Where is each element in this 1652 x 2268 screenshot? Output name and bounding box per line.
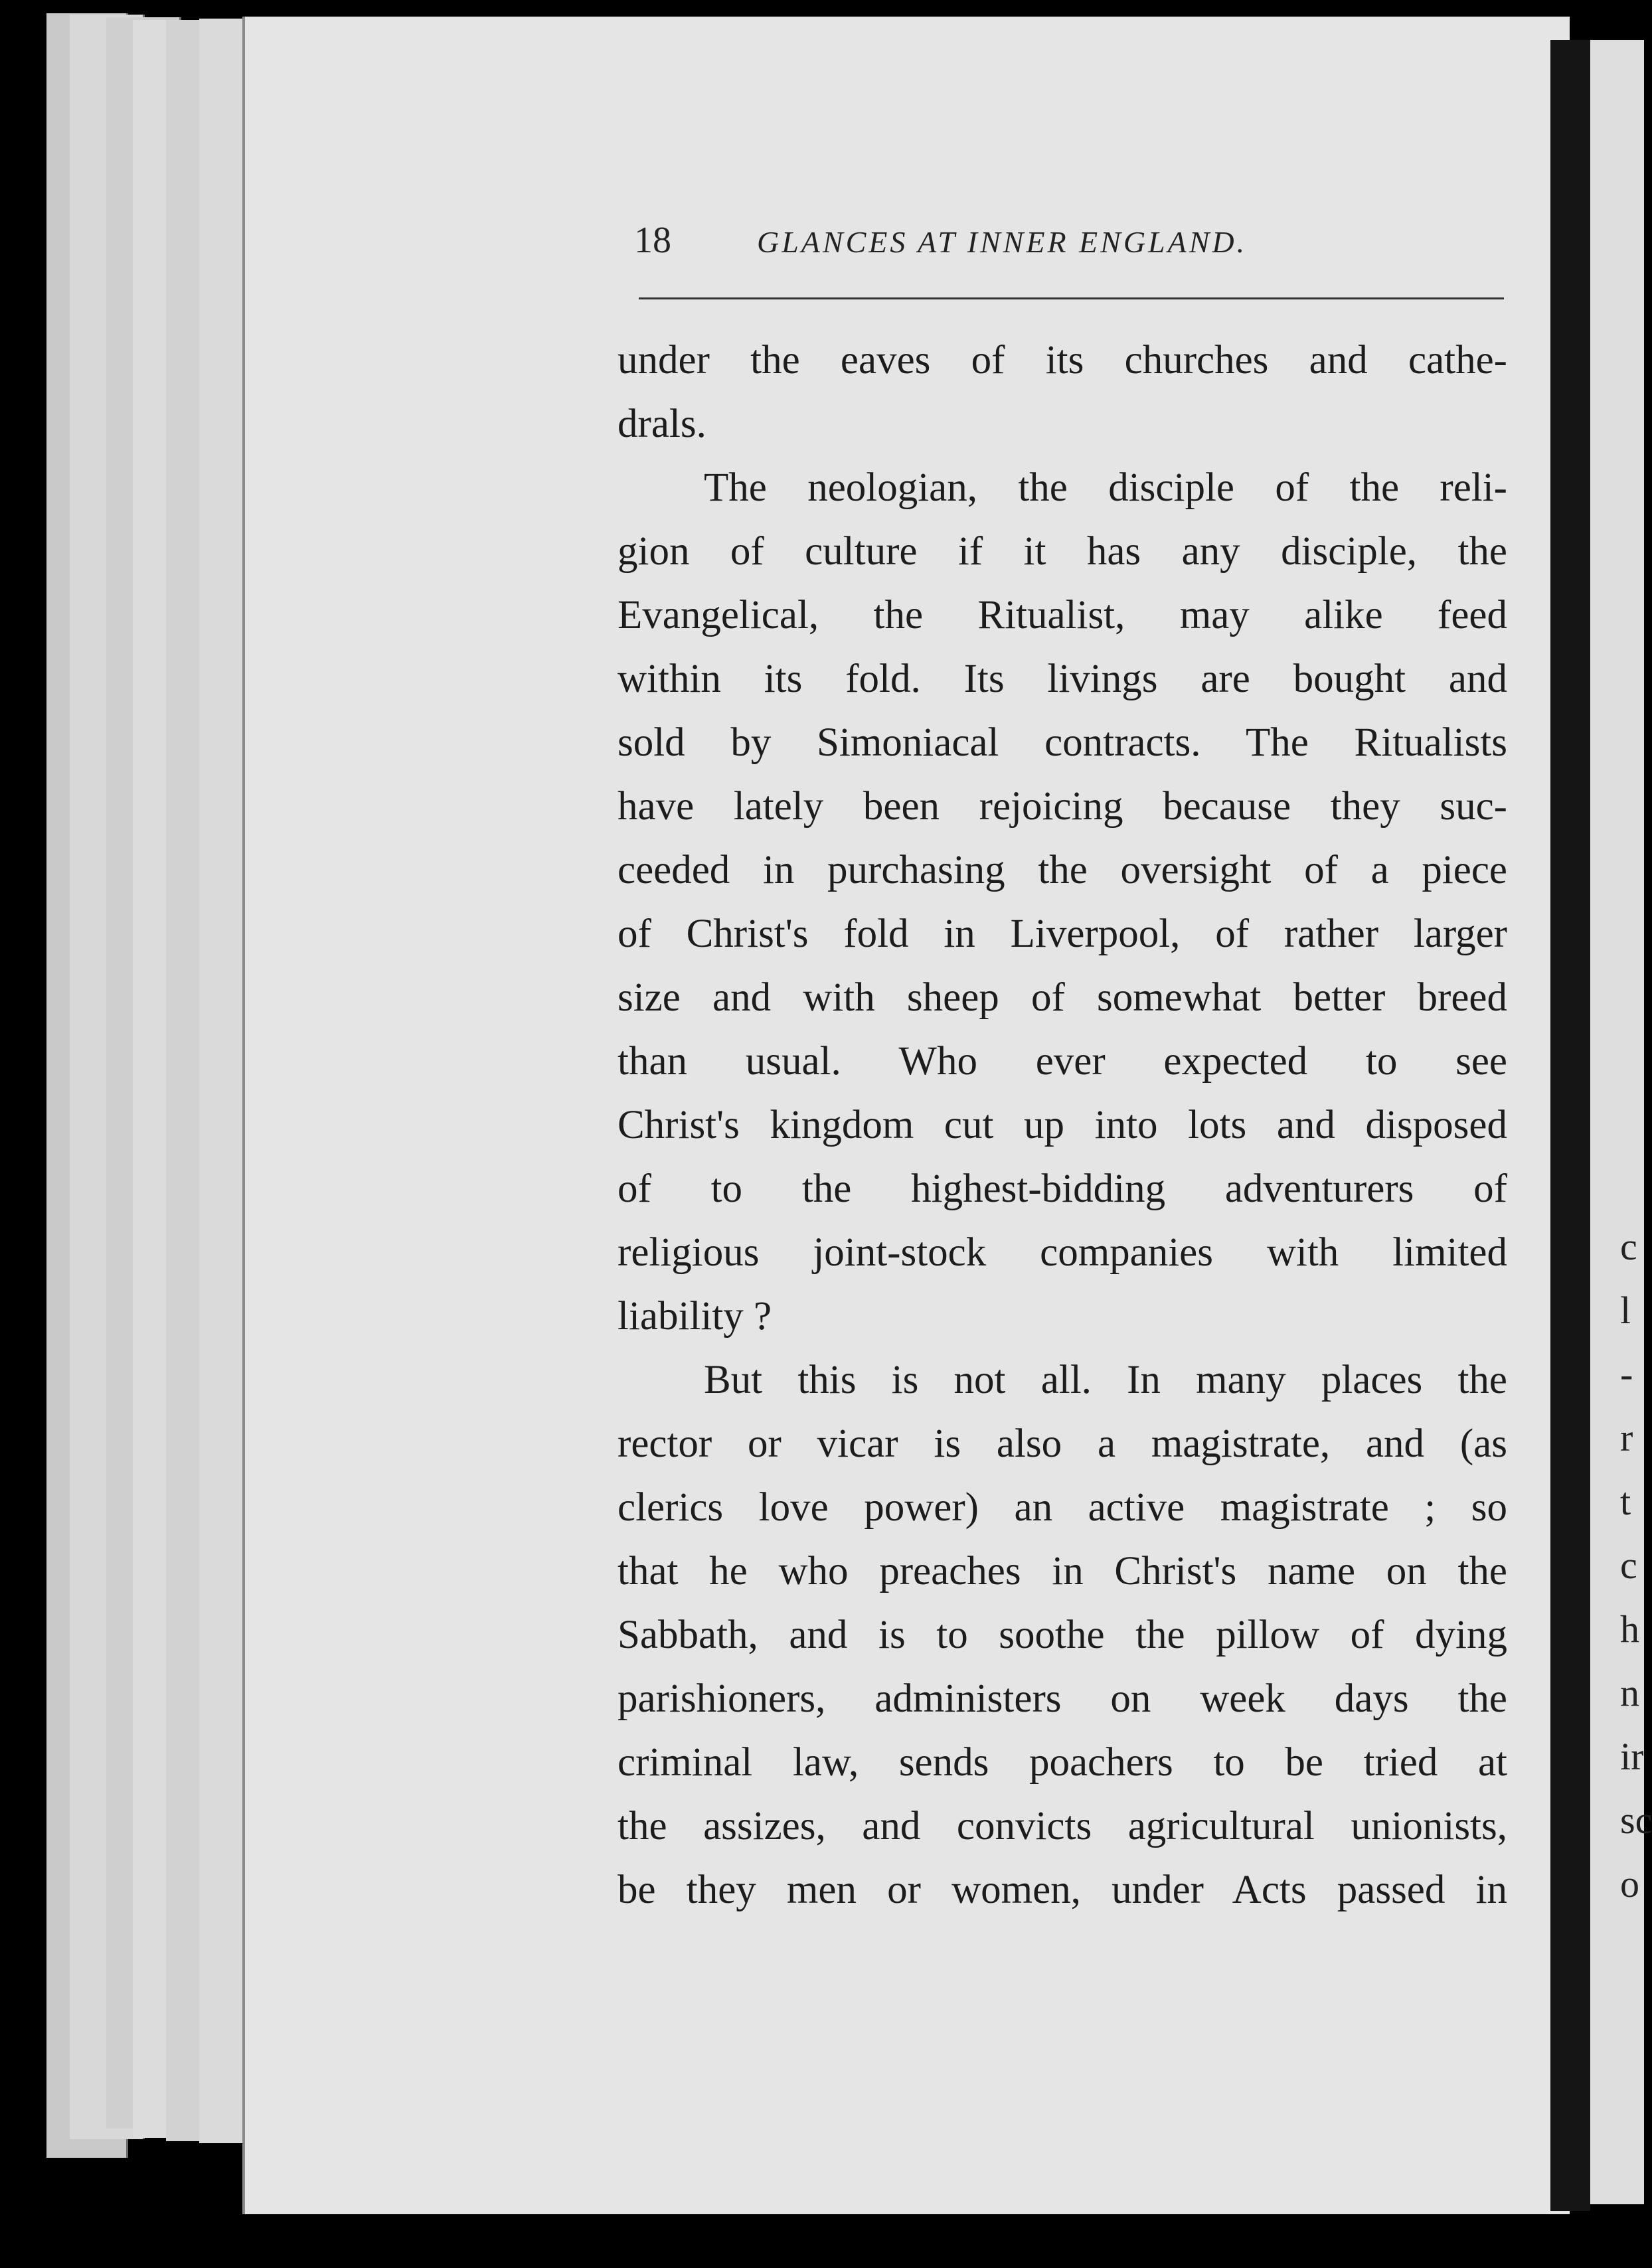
fragment-letter: sc xyxy=(1620,1799,1652,1842)
text-line: sold by Simoniacal contracts. The Ritualists xyxy=(618,720,1507,765)
text-line: religious joint-stock companies with limited xyxy=(618,1230,1507,1275)
page-number: 18 xyxy=(634,220,671,261)
fragment-letter: l xyxy=(1620,1289,1631,1332)
text-line: than usual. Who ever expected to see xyxy=(618,1039,1507,1084)
fragment-letter: h xyxy=(1620,1607,1639,1651)
text-line: criminal law, sends poachers to be tried at xyxy=(618,1740,1507,1785)
running-title: GLANCES AT INNER ENGLAND. xyxy=(757,225,1248,259)
text-line: drals. xyxy=(618,402,706,446)
text-line: ceeded in purchasing the oversight of a piece xyxy=(618,848,1507,892)
head-rule xyxy=(639,297,1504,299)
fragment-letter: ir xyxy=(1620,1735,1644,1778)
text-line: have lately been rejoicing because they suc- xyxy=(618,784,1507,829)
text-line: the assizes, and convicts agricultural unionists, xyxy=(618,1804,1507,1848)
text-line: size and with sheep of somewhat better breed xyxy=(618,975,1507,1020)
text-line: of to the highest-bidding adventurers of xyxy=(618,1167,1507,1211)
body-text xyxy=(618,329,1507,1922)
fragment-letter: c xyxy=(1620,1544,1637,1587)
fragment-letter: r xyxy=(1620,1416,1633,1459)
fragment-letter: o xyxy=(1620,1862,1639,1905)
text-line: liability ? xyxy=(618,1294,772,1338)
text-line: The neologian, the disciple of the reli- xyxy=(704,465,1507,510)
facing-page-fragments xyxy=(1620,1215,1652,1916)
text-line: parishioners, administers on week days the xyxy=(618,1676,1507,1721)
running-head xyxy=(634,219,1504,259)
text-line: Christ's kingdom cut up into lots and disposed xyxy=(618,1103,1507,1147)
text-line: clerics love power) an active magistrate ; so xyxy=(618,1485,1507,1530)
text-line: But this is not all. In many places the xyxy=(704,1358,1507,1402)
fragment-letter: c xyxy=(1620,1225,1637,1268)
text-line: of Christ's fold in Liverpool, of rather larger xyxy=(618,912,1507,956)
fragment-letter: t xyxy=(1620,1480,1631,1523)
text-line: Sabbath, and is to soothe the pillow of dying xyxy=(618,1613,1507,1657)
fragment-letter: - xyxy=(1620,1352,1633,1396)
fragment-letter: n xyxy=(1620,1671,1639,1714)
text-line: under the eaves of its churches and cathe- xyxy=(618,338,1507,382)
text-line: that he who preaches in Christ's name on the xyxy=(618,1549,1507,1593)
book-gutter xyxy=(1550,40,1590,2211)
text-line: Evangelical, the Ritualist, may alike feed xyxy=(618,593,1507,637)
text-line: gion of culture if it has any disciple, the xyxy=(618,529,1507,574)
text-line: rector or vicar is also a magistrate, and (as xyxy=(618,1421,1507,1466)
text-line: within its fold. Its livings are bought and xyxy=(618,657,1507,701)
text-line: be they men or women, under Acts passed in xyxy=(618,1868,1507,1912)
